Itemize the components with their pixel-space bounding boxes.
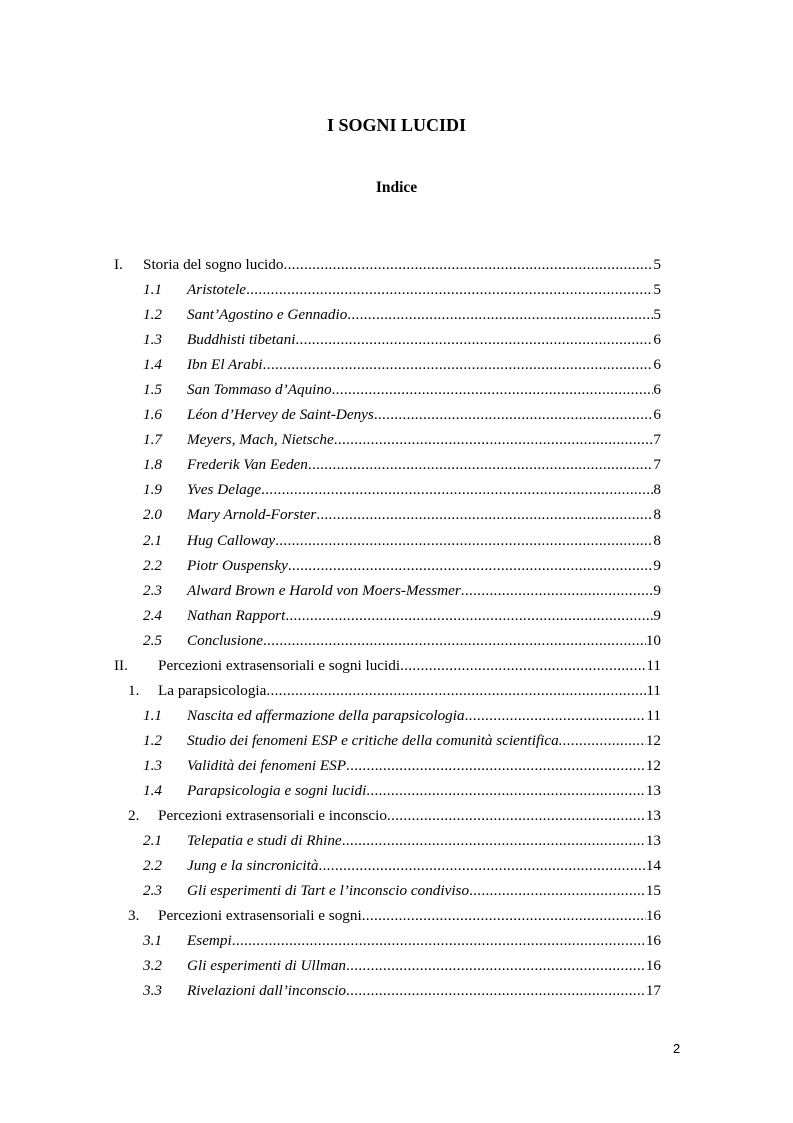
toc-entry-number: 2.5 — [143, 631, 162, 649]
toc-entry-page: 8 — [653, 531, 661, 549]
toc-entry[interactable] — [0, 803, 793, 828]
toc-entry-title: La parapsicologia — [158, 681, 267, 699]
toc-entry[interactable] — [0, 628, 793, 653]
toc-entry-page: 12 — [645, 731, 661, 749]
toc-dot-leader — [342, 828, 646, 853]
toc-entry-number: 1.1 — [143, 281, 162, 299]
toc-entry-number: 1.4 — [143, 781, 162, 799]
toc-entry[interactable] — [0, 928, 793, 953]
toc-entry-page: 11 — [646, 656, 661, 674]
toc-entry-number: 2.3 — [143, 581, 162, 599]
toc-entry[interactable] — [0, 828, 793, 853]
toc-entry-number: I. — [114, 256, 123, 273]
document-title: I SOGNI LUCIDI — [326, 115, 467, 135]
toc-dot-leader — [246, 277, 653, 302]
toc-entry-page: 16 — [645, 957, 661, 975]
toc-entry-page: 9 — [653, 606, 661, 624]
toc-entry-title: Percezioni extrasensoriali e inconscio — [158, 807, 387, 825]
toc-dot-leader — [288, 553, 654, 578]
toc-entry-page: 13 — [645, 807, 661, 825]
toc-entry[interactable] — [0, 452, 793, 477]
toc-entry-line — [187, 853, 661, 878]
toc-dot-leader — [285, 603, 653, 628]
toc-entry-number: 3. — [128, 907, 140, 925]
toc-entry-title: Sant’Agostino e Gennadio — [187, 306, 348, 324]
toc-dot-leader — [308, 452, 654, 477]
toc-entry-title: Storia del sogno lucido — [143, 256, 284, 273]
toc-entry[interactable] — [0, 953, 793, 978]
toc-entry-line — [187, 427, 661, 452]
toc-dot-leader — [461, 578, 654, 603]
toc-dot-leader — [469, 878, 646, 903]
toc-entry-number: 2.4 — [143, 606, 162, 624]
toc-entry[interactable] — [0, 302, 793, 327]
toc-entry-line — [187, 753, 661, 778]
toc-entry-number: 2.1 — [143, 531, 162, 549]
toc-entry-page: 11 — [646, 681, 661, 699]
toc-entry-line — [158, 803, 661, 828]
toc-entry-line — [187, 302, 661, 327]
toc-entry[interactable] — [0, 703, 793, 728]
toc-entry-title: Percezioni extrasensoriali e sogni lucidi — [158, 656, 401, 674]
toc-dot-leader — [346, 978, 646, 1003]
toc-entry-title: Ibn El Arabi — [187, 356, 263, 374]
toc-entry-page: 6 — [653, 331, 661, 349]
toc-entry-page: 6 — [653, 381, 661, 399]
toc-entry[interactable] — [0, 878, 793, 903]
toc-entry-number: 1.5 — [143, 381, 162, 399]
toc-dot-leader — [316, 502, 653, 527]
toc-dot-leader — [362, 903, 646, 928]
toc-entry[interactable] — [0, 728, 793, 753]
toc-entry-page: 12 — [645, 756, 661, 774]
toc-entry-number: 1.7 — [143, 431, 162, 449]
toc-entry-line — [158, 678, 661, 703]
toc-entry-line — [187, 402, 661, 427]
toc-dot-leader — [266, 678, 646, 703]
toc-entry-line — [187, 928, 661, 953]
toc-entry-line — [187, 728, 661, 753]
toc-entry-line — [187, 603, 661, 628]
toc-entry-page: 8 — [653, 506, 661, 524]
toc-entry[interactable] — [0, 477, 793, 502]
toc-entry-title: Yves Delage — [187, 481, 262, 499]
toc-entry-page: 14 — [645, 857, 661, 875]
toc-entry-page: 9 — [653, 581, 661, 599]
toc-entry-number: II. — [114, 656, 128, 674]
toc-dot-leader — [275, 528, 653, 553]
toc-entry-line — [187, 553, 661, 578]
toc-entry-page: 17 — [645, 982, 661, 1000]
toc-entry[interactable] — [0, 327, 793, 352]
toc-entry[interactable] — [0, 502, 793, 527]
toc-entry-number: 1.4 — [143, 356, 162, 374]
toc-entry[interactable] — [0, 402, 793, 427]
toc-entry[interactable] — [0, 653, 793, 678]
toc-entry[interactable] — [0, 277, 793, 302]
table-of-contents — [0, 252, 793, 1003]
toc-entry-line — [187, 978, 661, 1003]
toc-entry-title: Gli esperimenti di Tart e l’inconscio condiviso — [187, 882, 470, 900]
toc-entry-title: Telepatia e studi di Rhine — [187, 832, 342, 850]
toc-entry-page: 13 — [645, 832, 661, 850]
toc-entry-page: 5 — [653, 281, 661, 299]
toc-entry-number: 1.2 — [143, 306, 162, 324]
toc-entry[interactable] — [0, 853, 793, 878]
toc-entry[interactable] — [0, 427, 793, 452]
toc-entry-page: 11 — [646, 706, 661, 724]
toc-dot-leader — [263, 352, 654, 377]
toc-entry-line — [187, 828, 661, 853]
toc-entry-page: 16 — [645, 932, 661, 950]
toc-entry-page: 10 — [645, 631, 661, 649]
toc-entry[interactable] — [0, 903, 793, 928]
toc-entry-page: 5 — [653, 306, 661, 324]
toc-entry-line — [187, 452, 661, 477]
toc-entry-title: Hug Calloway — [187, 531, 276, 549]
toc-entry-number: 2.2 — [143, 857, 162, 875]
toc-dot-leader — [346, 753, 646, 778]
toc-dot-leader — [318, 853, 645, 878]
toc-dot-leader — [366, 778, 646, 803]
toc-entry[interactable] — [0, 377, 793, 402]
toc-entry-number: 1.9 — [143, 481, 162, 499]
toc-entry-number: 2. — [128, 807, 140, 825]
toc-entry-page: 16 — [645, 907, 661, 925]
toc-entry-line — [187, 578, 661, 603]
toc-entry-page: 15 — [645, 882, 661, 900]
toc-entry-number: 1. — [128, 681, 140, 699]
toc-dot-leader — [295, 327, 653, 352]
toc-entry-title: Frederik Van Eeden — [187, 456, 308, 474]
toc-dot-leader — [332, 377, 654, 402]
toc-entry-title: Buddhisti tibetani — [187, 331, 296, 349]
toc-entry-number: 2.2 — [143, 556, 162, 574]
toc-dot-leader — [465, 703, 647, 728]
toc-entry-page: 9 — [653, 556, 661, 574]
toc-entry-title: Léon d’Hervey de Saint-Denys — [187, 406, 374, 424]
toc-entry-title: Rivelazioni dall’inconscio — [187, 982, 347, 1000]
toc-entry[interactable] — [0, 753, 793, 778]
toc-entry-title: Nathan Rapport — [187, 606, 286, 624]
toc-entry-title: San Tommaso d’Aquino — [187, 381, 332, 399]
toc-entry-page: 6 — [653, 406, 661, 424]
toc-entry-line — [187, 878, 661, 903]
toc-entry-title: Parapsicologia e sogni lucidi — [187, 781, 367, 799]
toc-entry-title: Aristotele — [187, 281, 247, 299]
toc-dot-leader — [232, 928, 646, 953]
toc-entry-number: 1.3 — [143, 331, 162, 349]
toc-entry-line — [187, 277, 661, 302]
page-number: 2 — [673, 1041, 681, 1056]
toc-entry[interactable] — [0, 252, 793, 277]
index-heading: Indice — [375, 179, 418, 196]
toc-dot-leader — [334, 427, 654, 452]
toc-dot-leader — [261, 477, 653, 502]
toc-dot-leader — [563, 728, 646, 753]
toc-entry-page: 5 — [653, 256, 661, 273]
toc-entry-page: 7 — [653, 431, 661, 449]
toc-dot-leader — [374, 402, 654, 427]
toc-entry-title: Piotr Ouspensky — [187, 556, 288, 574]
toc-entry[interactable] — [0, 352, 793, 377]
toc-entry-number: 1.3 — [143, 756, 162, 774]
toc-entry-line — [187, 953, 661, 978]
toc-entry-number: 2.0 — [143, 506, 162, 524]
toc-entry-title: Esempi — [187, 932, 232, 950]
toc-entry-line — [187, 778, 661, 803]
toc-entry-title: Gli esperimenti di Ullman — [187, 957, 347, 975]
toc-entry-line — [187, 628, 661, 653]
toc-entry[interactable] — [0, 778, 793, 803]
toc-entry-title: Alward Brown e Harold von Moers-Messmer — [187, 581, 461, 599]
toc-entry-line — [158, 903, 661, 928]
toc-entry-title: Jung e la sincronicità — [187, 857, 319, 875]
toc-entry-title: Nascita ed affermazione della parapsicologia — [187, 706, 465, 724]
toc-dot-leader — [283, 252, 653, 277]
toc-dot-leader — [387, 803, 646, 828]
toc-entry-line — [143, 252, 661, 277]
toc-entry-number: 3.1 — [143, 932, 162, 950]
toc-entry-line — [187, 528, 661, 553]
toc-entry-page: 6 — [653, 356, 661, 374]
toc-entry[interactable] — [0, 578, 793, 603]
toc-entry-page: 8 — [653, 481, 661, 499]
toc-entry-title: Validità dei fenomeni ESP — [187, 756, 347, 774]
toc-entry-title: Meyers, Mach, Nietsche — [187, 431, 334, 449]
toc-entry-title: Percezioni extrasensoriali e sogni — [158, 907, 362, 925]
toc-entry-number: 3.2 — [143, 957, 162, 975]
toc-entry-line — [187, 703, 661, 728]
toc-dot-leader — [346, 953, 646, 978]
toc-entry-title: Studio dei fenomeni ESP e critiche della comunità scientifica. — [187, 731, 563, 749]
toc-entry[interactable] — [0, 528, 793, 553]
toc-dot-leader — [400, 653, 646, 678]
toc-dot-leader — [347, 302, 653, 327]
toc-entry-line — [187, 477, 661, 502]
toc-entry-number: 1.1 — [143, 706, 162, 724]
toc-entry-number: 2.3 — [143, 882, 162, 900]
toc-entry[interactable] — [0, 978, 793, 1003]
toc-entry-line — [158, 653, 661, 678]
toc-entry-number: 3.3 — [143, 982, 162, 1000]
toc-entry-number: 1.2 — [143, 731, 162, 749]
toc-entry[interactable] — [0, 553, 793, 578]
toc-entry-number: 1.8 — [143, 456, 162, 474]
toc-entry-number: 2.1 — [143, 832, 162, 850]
toc-entry-line — [187, 352, 661, 377]
toc-entry-number: 1.6 — [143, 406, 162, 424]
toc-entry[interactable] — [0, 603, 793, 628]
toc-entry-line — [187, 502, 661, 527]
toc-entry-title: Conclusione — [187, 631, 263, 649]
toc-entry-line — [187, 377, 661, 402]
toc-entry-page: 7 — [653, 456, 661, 474]
toc-entry-page: 13 — [645, 781, 661, 799]
toc-entry-title: Mary Arnold-Forster — [187, 506, 317, 524]
toc-entry-line — [187, 327, 661, 352]
toc-entry[interactable] — [0, 678, 793, 703]
toc-dot-leader — [263, 628, 646, 653]
